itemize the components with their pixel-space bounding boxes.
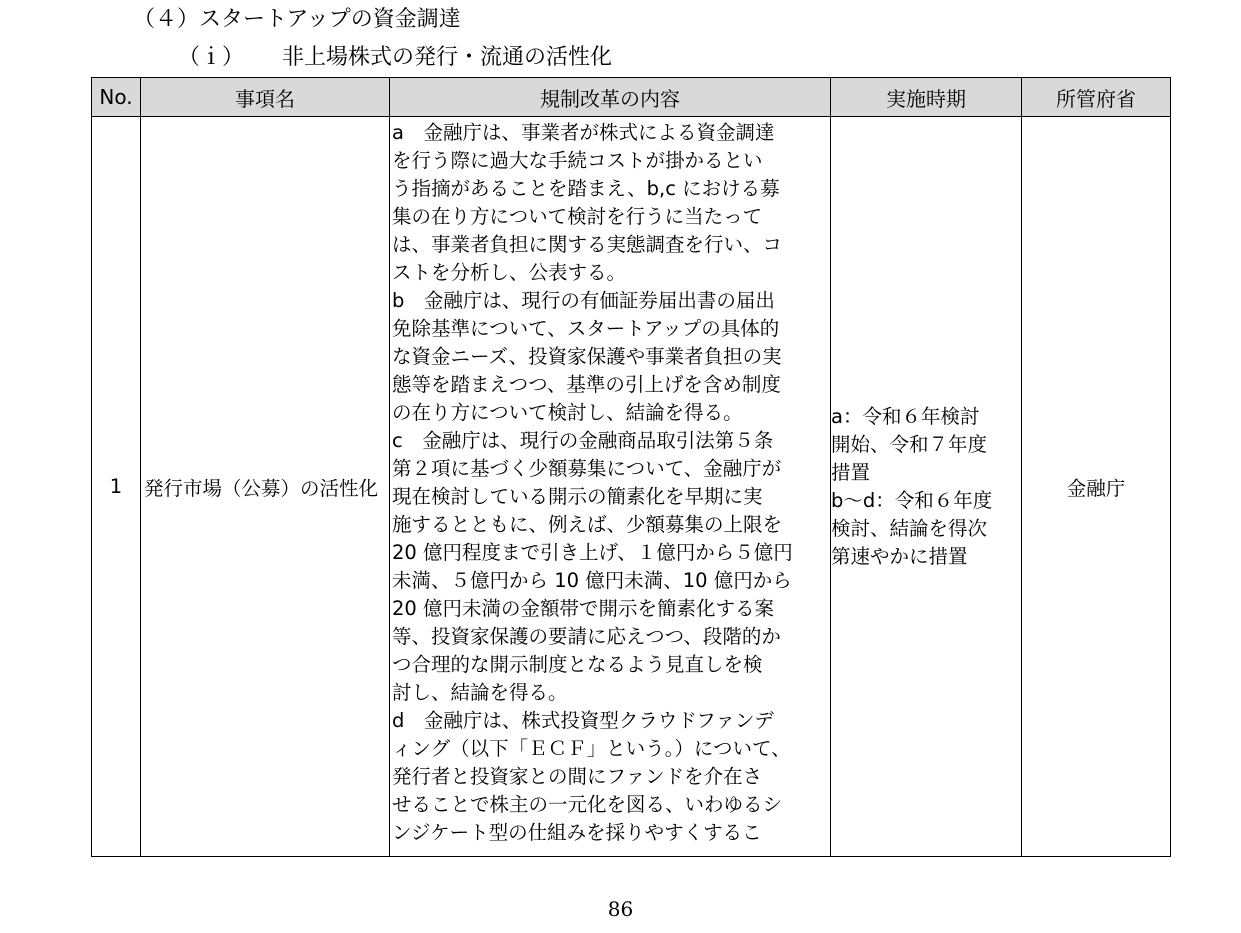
content-line: な資金ニーズ、投資家保護や事業者負担の実 — [392, 345, 782, 368]
content-line: b 金融庁は、現行の有価証券届出書の届出 — [392, 289, 775, 312]
content-line: a 金融庁は、事業者が株式による資金調達 — [392, 121, 775, 144]
table-header-row — [92, 78, 1171, 117]
section-heading: （４）スタートアップの資金調達 — [133, 7, 461, 32]
header-timing: 実施時期 — [831, 78, 1022, 117]
content-line: の在り方について検討し、結論を得る。 — [392, 401, 743, 424]
timing-line: 開始、令和７年度 — [831, 432, 988, 456]
content-line: を行う際に過大な手続コストが掛かるとい — [392, 149, 763, 172]
content-line: d 金融庁は、株式投資型クラウドファンデ — [392, 709, 774, 732]
content-line: 発行者と投資家との間にファンドを介在さ — [392, 765, 763, 788]
header-item-name: 事項名 — [141, 78, 390, 117]
timing-line: 第速やかに措置 — [831, 544, 968, 568]
content-line: ストを分析し、公表する。 — [392, 261, 627, 284]
subsection-number: （ｉ） — [178, 45, 245, 70]
content-line: 20 億円程度まで引き上げ、１億円から５億円 — [392, 541, 793, 564]
content-line: 現在検討している開示の簡素化を早期に実 — [392, 485, 763, 508]
row-timing — [831, 117, 1022, 857]
regulatory-reform-table — [91, 77, 1171, 857]
content-line: ンジケート型の仕組みを採りやすくするこ — [392, 821, 762, 844]
row-item-name: 発行市場（公募）の活性化 — [141, 117, 390, 857]
timing-line: a：令和６年検討 — [831, 404, 980, 428]
row-reform-content — [390, 117, 831, 857]
content-line: 免除基準について、スタートアップの具体的 — [392, 317, 780, 340]
subsection-title: 非上場株式の発行・流通の活性化 — [282, 45, 613, 70]
row-ministry: 金融庁 — [1022, 117, 1171, 857]
header-reform-content: 規制改革の内容 — [390, 78, 831, 117]
content-line: つ合理的な開示制度となるよう見直しを検 — [392, 653, 763, 676]
content-line: 施するとともに、例えば、少額募集の上限を — [392, 513, 783, 536]
timing-line: b～d：令和６年度 — [831, 488, 993, 512]
header-ministry: 所管府省 — [1022, 78, 1171, 117]
content-line: 第２項に基づく少額募集について、金融庁が — [392, 457, 782, 480]
content-line: 20 億円未満の金額帯で開示を簡素化する案 — [392, 597, 775, 620]
content-line: 集の在り方について検討を行うに当たって — [392, 205, 763, 228]
content-line: c 金融庁は、現行の金融商品取引法第５条 — [392, 429, 774, 452]
timing-line: 措置 — [831, 460, 871, 484]
subsection-heading — [178, 42, 612, 74]
content-line: う指摘があることを踏まえ、b,c における募 — [392, 177, 780, 200]
content-line: 未満、５億円から 10 億円未満、10 億円から — [392, 569, 792, 592]
content-line: せることで株主の一元化を図る、いわゆるシ — [392, 793, 783, 816]
content-line: ィング（以下「ＥＣＦ」という。）について、 — [392, 737, 791, 760]
header-no: No. — [92, 78, 141, 117]
table-row — [92, 117, 1171, 857]
row-number: 1 — [92, 117, 141, 857]
content-line: は、事業者負担に関する実態調査を行い、コ — [392, 233, 783, 256]
content-line: 討し、結論を得る。 — [392, 681, 568, 704]
content-line: 等、投資家保護の要請に応えつつ、段階的か — [392, 625, 781, 648]
page-number: 86 — [607, 897, 634, 921]
content-line: 態等を踏まえつつ、基準の引上げを含め制度 — [392, 373, 781, 396]
timing-line: 検討、結論を得次 — [831, 516, 988, 540]
